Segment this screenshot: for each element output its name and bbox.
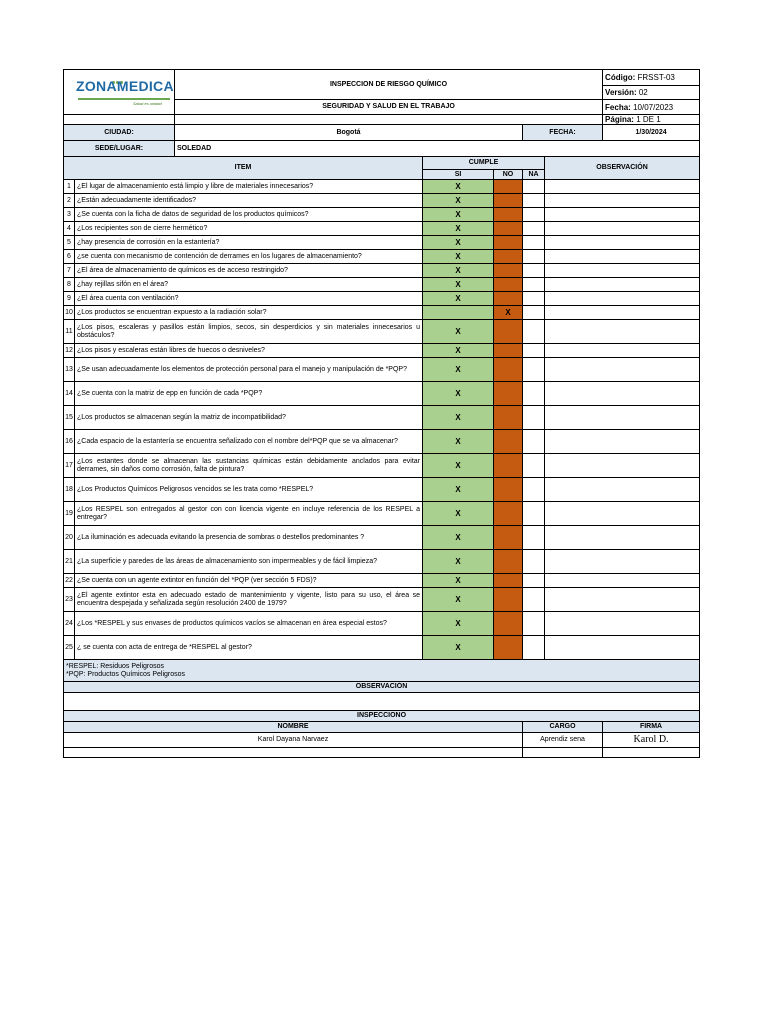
item-observation[interactable]: [545, 588, 700, 612]
item-question: ¿Se cuenta con la matriz de epp en función de cada *PQP?: [75, 382, 423, 406]
no-cell[interactable]: [494, 636, 523, 660]
pagina-label: Página:: [605, 115, 634, 124]
item-observation[interactable]: [545, 430, 700, 454]
table-row: [64, 222, 700, 236]
item-observation[interactable]: [545, 612, 700, 636]
item-question: ¿La iluminación es adecuada evitando la presencia de sombras o destellos predominantes ?: [75, 526, 423, 550]
item-question: ¿Los RESPEL son entregados al gestor con con licencia vigente en incluye referencia de los RESPEL a entregar?: [75, 502, 423, 526]
sede-value: SOLEDAD: [175, 141, 700, 157]
fecha-label: FECHA:: [523, 125, 603, 141]
si-cell[interactable]: X: [423, 208, 494, 222]
na-cell[interactable]: [523, 306, 545, 320]
table-row: [64, 406, 700, 430]
na-cell[interactable]: [523, 526, 545, 550]
no-cell[interactable]: [494, 358, 523, 382]
no-cell[interactable]: [494, 588, 523, 612]
si-cell[interactable]: X: [423, 574, 494, 588]
item-number: 5: [64, 236, 75, 250]
codigo-value: FRSST-03: [637, 72, 675, 82]
item-question: ¿Los pisos, escaleras y pasillos están limpios, secos, sin desperdicios y sin materiales innecesarios u obstáculos?: [75, 320, 423, 344]
item-question: ¿Se usan adecuadamente los elementos de protección personal para el manejo y manipulación de *PQP?: [75, 358, 423, 382]
item-number: 1: [64, 180, 75, 194]
item-observation[interactable]: [545, 526, 700, 550]
si-cell[interactable]: X: [423, 406, 494, 430]
inspeccion-section-title: INSPECCIONO: [64, 711, 700, 722]
inspector-cargo: Aprendiz sena: [523, 733, 603, 748]
si-cell[interactable]: X: [423, 180, 494, 194]
no-cell[interactable]: [494, 454, 523, 478]
no-cell[interactable]: [494, 574, 523, 588]
item-number: 3: [64, 208, 75, 222]
item-observation[interactable]: [545, 208, 700, 222]
table-row: [64, 382, 700, 406]
si-cell[interactable]: X: [423, 292, 494, 306]
item-observation[interactable]: [545, 320, 700, 344]
item-observation[interactable]: [545, 306, 700, 320]
na-cell[interactable]: [523, 406, 545, 430]
item-question: ¿hay rejillas sifón en el área?: [75, 278, 423, 292]
no-cell[interactable]: [494, 320, 523, 344]
table-row: [64, 478, 700, 502]
na-cell[interactable]: [523, 292, 545, 306]
no-cell[interactable]: [494, 222, 523, 236]
observacion-section-title: OBSERVACIÓN: [64, 682, 700, 693]
item-question: ¿ se cuenta con acta de entrega de *RESPEL al gestor?: [75, 636, 423, 660]
na-cell[interactable]: [523, 430, 545, 454]
item-number: 23: [64, 588, 75, 612]
item-question: ¿Los estantes donde se almacenan las sustancias químicas están debidamente anclados para evitar derrames, sin daños como corrosión, falta de pintura?: [75, 454, 423, 478]
no-cell[interactable]: [494, 502, 523, 526]
si-cell[interactable]: X: [423, 222, 494, 236]
na-column-header: NA: [523, 170, 545, 180]
na-cell[interactable]: [523, 612, 545, 636]
fecha-doc-field: [603, 100, 700, 115]
table-row: [64, 344, 700, 358]
na-cell[interactable]: [523, 588, 545, 612]
form-title: INSPECCION DE RIESGO QUÍMICO: [175, 70, 603, 100]
item-observation[interactable]: [545, 636, 700, 660]
table-row: [64, 236, 700, 250]
item-number: 15: [64, 406, 75, 430]
table-row: [64, 264, 700, 278]
item-number: 24: [64, 612, 75, 636]
item-number: 19: [64, 502, 75, 526]
empty-firma-cell: [603, 748, 700, 758]
table-row: [64, 250, 700, 264]
item-observation[interactable]: [545, 194, 700, 208]
logo-tagline: Salud es unidad: [133, 101, 162, 106]
no-cell[interactable]: X: [494, 306, 523, 320]
item-observation[interactable]: [545, 264, 700, 278]
no-cell[interactable]: [494, 344, 523, 358]
si-cell[interactable]: X: [423, 264, 494, 278]
item-observation[interactable]: [545, 382, 700, 406]
item-observation[interactable]: [545, 250, 700, 264]
table-row: [64, 292, 700, 306]
empty-cargo-cell: [523, 748, 603, 758]
no-cell[interactable]: [494, 550, 523, 574]
respel-note: *RESPEL: Residuos Peligrosos: [66, 662, 165, 670]
item-column-header: ITEM: [64, 157, 423, 180]
item-observation[interactable]: [545, 574, 700, 588]
version-field: [603, 85, 700, 100]
pagina-value: 1 DE 1: [636, 115, 661, 124]
inspection-form: [63, 69, 699, 758]
item-number: 2: [64, 194, 75, 208]
item-question: ¿Se cuenta con un agente extintor en función del *PQP (ver sección 5 FDS)?: [75, 574, 423, 588]
no-column-header: NO: [494, 170, 523, 180]
item-observation[interactable]: [545, 344, 700, 358]
cumple-column-header: CUMPLE: [423, 157, 545, 170]
na-cell[interactable]: [523, 320, 545, 344]
ciudad-label: CIUDAD:: [64, 125, 175, 141]
item-observation[interactable]: [545, 180, 700, 194]
item-question: ¿Los productos se encuentran expuesto a la radiación solar?: [75, 306, 423, 320]
si-cell[interactable]: [423, 306, 494, 320]
item-question: ¿Los productos se almacenan según la matriz de incompatibilidad?: [75, 406, 423, 430]
version-label: Versión:: [605, 88, 637, 98]
table-row: [64, 636, 700, 660]
no-cell[interactable]: [494, 478, 523, 502]
table-row: [64, 502, 700, 526]
item-question: ¿El área cuenta con ventilación?: [75, 292, 423, 306]
item-number: 20: [64, 526, 75, 550]
na-cell[interactable]: [523, 478, 545, 502]
na-cell[interactable]: [523, 222, 545, 236]
table-row: [64, 612, 700, 636]
table-row: [64, 194, 700, 208]
observacion-column-header: OBSERVACIÓN: [545, 157, 700, 180]
inspector-name: Karol Dayana Narvaez: [64, 733, 523, 748]
table-row: [64, 208, 700, 222]
si-cell[interactable]: X: [423, 636, 494, 660]
item-question: ¿Los Productos Químicos Peligrosos vencidos se les trata como *RESPEL?: [75, 478, 423, 502]
na-cell[interactable]: [523, 502, 545, 526]
firma-header: FIRMA: [603, 722, 700, 733]
na-cell[interactable]: [523, 236, 545, 250]
si-cell[interactable]: X: [423, 454, 494, 478]
si-cell[interactable]: X: [423, 612, 494, 636]
si-cell[interactable]: X: [423, 194, 494, 208]
na-cell[interactable]: [523, 278, 545, 292]
na-cell[interactable]: [523, 636, 545, 660]
si-cell[interactable]: X: [423, 526, 494, 550]
item-number: 14: [64, 382, 75, 406]
no-cell[interactable]: [494, 264, 523, 278]
pagina-field: [603, 115, 700, 125]
na-cell[interactable]: [523, 264, 545, 278]
si-cell[interactable]: X: [423, 382, 494, 406]
no-cell[interactable]: [494, 208, 523, 222]
si-cell[interactable]: X: [423, 430, 494, 454]
item-number: 9: [64, 292, 75, 306]
item-number: 4: [64, 222, 75, 236]
form-subtitle: SEGURIDAD Y SALUD EN EL TRABAJO: [175, 100, 603, 115]
table-row: [64, 526, 700, 550]
table-row: [64, 278, 700, 292]
item-question: ¿Los pisos y escaleras están libres de huecos o desniveles?: [75, 344, 423, 358]
item-observation[interactable]: [545, 222, 700, 236]
cargo-header: CARGO: [523, 722, 603, 733]
item-number: 12: [64, 344, 75, 358]
na-cell[interactable]: [523, 550, 545, 574]
observacion-text[interactable]: [64, 693, 700, 711]
si-cell[interactable]: X: [423, 344, 494, 358]
logo-spacer: [64, 115, 175, 125]
si-cell[interactable]: X: [423, 320, 494, 344]
nombre-header: NOMBRE: [64, 722, 523, 733]
item-number: 11: [64, 320, 75, 344]
item-number: 21: [64, 550, 75, 574]
item-observation[interactable]: [545, 502, 700, 526]
checklist-items: [64, 180, 700, 660]
fecha-doc-label: Fecha:: [605, 102, 631, 112]
item-number: 16: [64, 430, 75, 454]
table-row: [64, 358, 700, 382]
no-cell[interactable]: [494, 382, 523, 406]
pqp-note: *PQP: Productos Químicos Peligrosos: [66, 670, 186, 678]
fecha-doc-value: 10/07/2023: [633, 102, 674, 112]
codigo-label: Código:: [605, 72, 636, 82]
na-cell[interactable]: [523, 194, 545, 208]
empty-name-cell: [64, 748, 523, 758]
no-cell[interactable]: [494, 180, 523, 194]
no-cell[interactable]: [494, 194, 523, 208]
item-number: 13: [64, 358, 75, 382]
item-question: ¿El agente extintor esta en adecuado estado de mantenimiento y vigente, listo para su uso, el área se encuentra despejada y señalizada según resolución 2400 de 1979?: [75, 588, 423, 612]
item-observation[interactable]: [545, 292, 700, 306]
table-row: [64, 306, 700, 320]
item-number: 7: [64, 264, 75, 278]
no-cell[interactable]: [494, 430, 523, 454]
item-observation[interactable]: [545, 550, 700, 574]
no-cell[interactable]: [494, 250, 523, 264]
si-cell[interactable]: X: [423, 358, 494, 382]
item-question: ¿Están adecuadamente identificados?: [75, 194, 423, 208]
na-cell[interactable]: [523, 454, 545, 478]
fecha-value: 1/30/2024: [603, 125, 700, 141]
si-cell[interactable]: X: [423, 278, 494, 292]
subtitle-spacer: [175, 115, 603, 125]
si-cell[interactable]: X: [423, 550, 494, 574]
item-number: 18: [64, 478, 75, 502]
sede-label: SEDE/LUGAR:: [64, 141, 175, 157]
no-cell[interactable]: [494, 612, 523, 636]
inspector-signature: Karol D.: [603, 733, 700, 748]
si-cell[interactable]: X: [423, 236, 494, 250]
na-cell[interactable]: [523, 358, 545, 382]
item-question: ¿La superficie y paredes de las áreas de almacenamiento son impermeables y de fácil limpieza?: [75, 550, 423, 574]
legend-notes: [64, 660, 700, 682]
si-cell[interactable]: X: [423, 502, 494, 526]
item-observation[interactable]: [545, 358, 700, 382]
item-question: ¿hay presencia de corrosión en la estantería?: [75, 236, 423, 250]
na-cell[interactable]: [523, 344, 545, 358]
item-observation[interactable]: [545, 478, 700, 502]
logo-cell: [64, 70, 175, 115]
no-cell[interactable]: [494, 526, 523, 550]
item-number: 10: [64, 306, 75, 320]
no-cell[interactable]: [494, 236, 523, 250]
na-cell[interactable]: [523, 180, 545, 194]
version-value: 02: [638, 88, 648, 98]
table-row: [64, 550, 700, 574]
form-table: [63, 69, 700, 758]
logo-text: ZONAMEDICA: [76, 78, 174, 94]
item-observation[interactable]: [545, 236, 700, 250]
item-question: ¿Cada espacio de la estantería se encuentra señalizado con el nombre del*PQP que se va almacenar?: [75, 430, 423, 454]
na-cell[interactable]: [523, 250, 545, 264]
table-row: [64, 430, 700, 454]
item-question: ¿El lugar de almacenamiento está limpio y libre de materiales innecesarios?: [75, 180, 423, 194]
table-row: [64, 588, 700, 612]
table-row: [64, 320, 700, 344]
table-row: [64, 454, 700, 478]
codigo-field: [603, 70, 700, 86]
no-cell[interactable]: [494, 406, 523, 430]
item-number: 17: [64, 454, 75, 478]
na-cell[interactable]: [523, 574, 545, 588]
si-cell[interactable]: X: [423, 588, 494, 612]
item-observation[interactable]: [545, 454, 700, 478]
item-observation[interactable]: [545, 278, 700, 292]
item-number: 8: [64, 278, 75, 292]
si-cell[interactable]: X: [423, 478, 494, 502]
item-number: 25: [64, 636, 75, 660]
table-row: [64, 180, 700, 194]
item-question: ¿Se cuenta con la ficha de datos de seguridad de los productos químicos?: [75, 208, 423, 222]
item-number: 6: [64, 250, 75, 264]
item-observation[interactable]: [545, 406, 700, 430]
item-question: ¿Los recipientes son de cierre hermético?: [75, 222, 423, 236]
item-question: ¿El área de almacenamiento de químicos es de acceso restringido?: [75, 264, 423, 278]
ciudad-value: Bogotá: [175, 125, 523, 141]
company-logo: [64, 70, 174, 114]
na-cell[interactable]: [523, 382, 545, 406]
no-cell[interactable]: [494, 278, 523, 292]
table-row: [64, 574, 700, 588]
si-cell[interactable]: X: [423, 250, 494, 264]
si-column-header: SI: [423, 170, 494, 180]
item-question: ¿se cuenta con mecanismo de contención de derrames en los lugares de almacenamiento?: [75, 250, 423, 264]
item-number: 22: [64, 574, 75, 588]
item-question: ¿Los *RESPEL y sus envases de productos químicos vacíos se almacenan en área especial estos?: [75, 612, 423, 636]
no-cell[interactable]: [494, 292, 523, 306]
na-cell[interactable]: [523, 208, 545, 222]
